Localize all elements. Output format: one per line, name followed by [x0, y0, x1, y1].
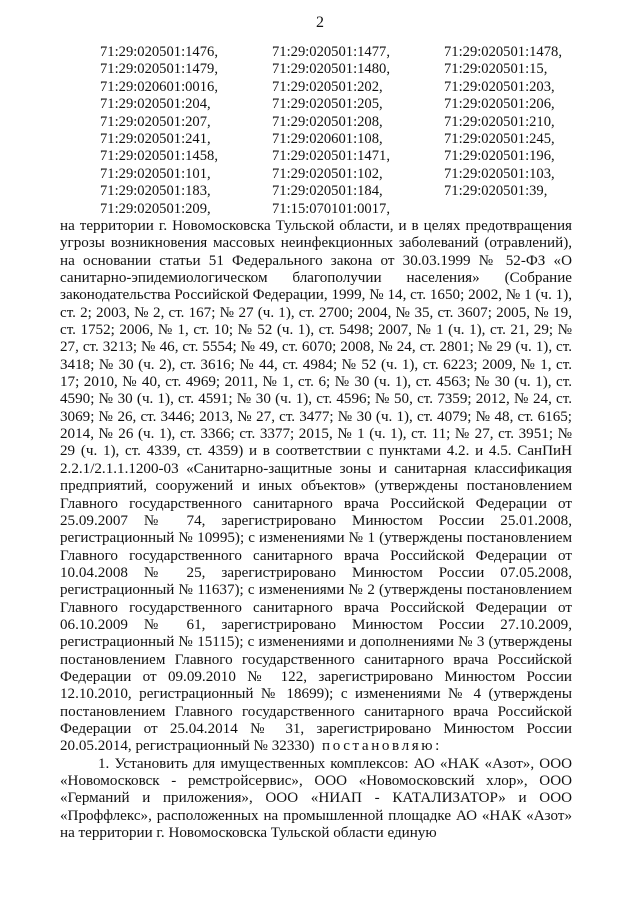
cadastral-number — [444, 201, 570, 218]
cadastral-number: 71:29:020501:207, — [100, 113, 211, 130]
cadastral-number: 71:29:020501:245, — [444, 131, 555, 148]
cadastral-number: 71:29:020501:183, — [100, 183, 211, 200]
table-row — [100, 114, 570, 131]
cadastral-number: 71:29:020501:103, — [444, 165, 555, 182]
cadastral-number: 71:29:020501:203, — [444, 78, 555, 95]
table-row — [100, 61, 570, 78]
table-row — [100, 183, 570, 200]
cadastral-number: 71:29:020501:210, — [444, 113, 555, 130]
table-row — [100, 44, 570, 61]
cadastral-number: 71:29:020601:0016, — [100, 78, 218, 95]
cadastral-number: 71:29:020501:202, — [272, 78, 383, 95]
cadastral-number: 71:29:020501:1476, — [100, 44, 218, 60]
cadastral-number: 71:29:020501:1480, — [272, 61, 390, 78]
table-row — [100, 96, 570, 113]
cadastral-number: 71:29:020501:241, — [100, 131, 211, 148]
cadastral-number: 71:29:020501:208, — [272, 113, 383, 130]
legal-basis-text: на территории г. Новомосковска Тульской области, и в целях предотвращения угрозы возникновения массовых неинфекционных заболеваний (отравлений), на основании статьи 51 Федерального закона от 30.03.1999 № 52-ФЗ «О санитарно-эпидемиологическом благополучии населения» (Собрание законодательства Российской Федерации, 1999, № 14, ст. 1650; 2002, № 1 (ч. 1), ст. 2; 2003, № 2, ст. 167; № 27 (ч. 1), ст. 2700; 2004, № 35, ст. 3607; 2005, № 19, ст. 1752; 2006, № 1, ст. 10; № 52 (ч. 1), ст. 5498; 2007, № 1 (ч. 1), ст. 21, 29; № 27, ст. 3213; № 46, ст. 5554; № 49, ст. 6070; 2008, № 24, ст. 2801; № 29 (ч. 1), ст. 3418; № 30 (ч. 2), ст. 3616; № 44, ст. 4984; № 52 (ч. 1), ст. 6223; 2009, № 1, ст. 17; 2010, № 40, ст. 4969; 2011, № 1, ст. 6; № 30 (ч. 1), ст. 4563; № 30 (ч. 1), ст. 4590; № 30 (ч. 1), ст. 4591; № 30 (ч. 1), ст. 4596; № 50, ст. 7359; 2012, № 24, ст. 3069; № 26, ст. 3446; 2013, № 27, ст. 3477; № 30 (ч. 1), ст. 4079; № 48, ст. 6165; 2014, № 26 (ч. 1), ст. 3366; ст. 3377; 2015, № 1 (ч. 1), ст. 11; № 27, ст. 3951; № 29 (ч. 1), ст. 4339, ст. 4359) и в соответствии с пунктами 4.2. и 4.5. СанПиН 2.2.1/2.1.1.1200-03 «Санитарно-защитные зоны и санитарная классификация предприятий, сооружений и иных объектов» (утверждены постановлением Главного государственного санитарного врача Российской Федерации от 25.09.2007 № 74, зарегистрировано Минюстом России 25.01.2008, регистрационный № 10995); с изменениями № 1 (утверждены постановлением Главного государственного санитарного врача Российской Федерации от 10.04.2008 № 25, зарегистрировано Минюстом России 07.05.2008, регистрационный № 11637); с изменениями № 2 (утверждены постановлением Главного государственного санитарного врача Российской Федерации от 06.10.2009 № 61, зарегистрировано Минюстом России 27.10.2009, регистрационный № 15115); с изменениями и дополнениями № 3 (утверждены постановлением Главного государственного санитарного врача Российской Федерации от 09.09.2010 № 122, зарегистрировано Минюстом России 12.10.2010, регистрационный № 18699); с изменениями № 4 (утверждены постановлением Главного государственного санитарного врача Российской Федерации от 25.04.2014 № 31, зарегистрировано Минюстом России 20.05.2014, регистрационный № 32330) — [60, 218, 572, 755]
cadastral-number: 71:29:020501:102, — [272, 165, 383, 182]
cadastral-number: 71:29:020501:1478, — [444, 44, 562, 60]
cadastral-number-table — [100, 44, 570, 218]
cadastral-number: 71:29:020501:206, — [444, 96, 555, 113]
cadastral-number: 71:29:020501:205, — [272, 96, 383, 113]
cadastral-number: 71:29:020501:1471, — [272, 148, 390, 165]
legal-basis-paragraph — [60, 218, 572, 756]
cadastral-number: 71:29:020501:1479, — [100, 61, 218, 78]
cadastral-number: 71:29:020501:1458, — [100, 148, 218, 165]
cadastral-number: 71:29:020501:184, — [272, 183, 383, 200]
cadastral-number: 71:29:020501:39, — [444, 183, 548, 200]
cadastral-number: 71:29:020501:101, — [100, 165, 211, 182]
cadastral-number: 71:29:020501:1477, — [272, 44, 390, 60]
cadastral-number: 71:29:020501:204, — [100, 96, 211, 113]
table-row — [100, 166, 570, 183]
document-body — [60, 218, 572, 842]
item-1-paragraph: 1. Установить для имущественных комплексов: АО «НАК «Азот», ООО «Новомосковск - ремстройсервис», ООО «Новомосковский хлор», ООО «Германий и приложения», ООО «НИАП - КАТАЛИЗАТОР» и ООО «Проффлекс», расположенных на промышленной площадке АО «НАК «Азот» на территории г. Новомосковска Тульской области единую — [60, 755, 572, 842]
resolve-word: постановляю: — [322, 738, 442, 755]
table-row — [100, 131, 570, 148]
cadastral-number: 71:29:020601:108, — [272, 131, 383, 148]
cadastral-number: 71:29:020501:196, — [444, 148, 555, 165]
table-row — [100, 79, 570, 96]
cadastral-number: 71:15:070101:0017, — [272, 200, 390, 217]
cadastral-number: 71:29:020501:15, — [444, 61, 548, 78]
cadastral-number: 71:29:020501:209, — [100, 200, 211, 217]
table-row — [100, 148, 570, 165]
table-row — [100, 201, 570, 218]
page-number: 2 — [316, 14, 324, 31]
